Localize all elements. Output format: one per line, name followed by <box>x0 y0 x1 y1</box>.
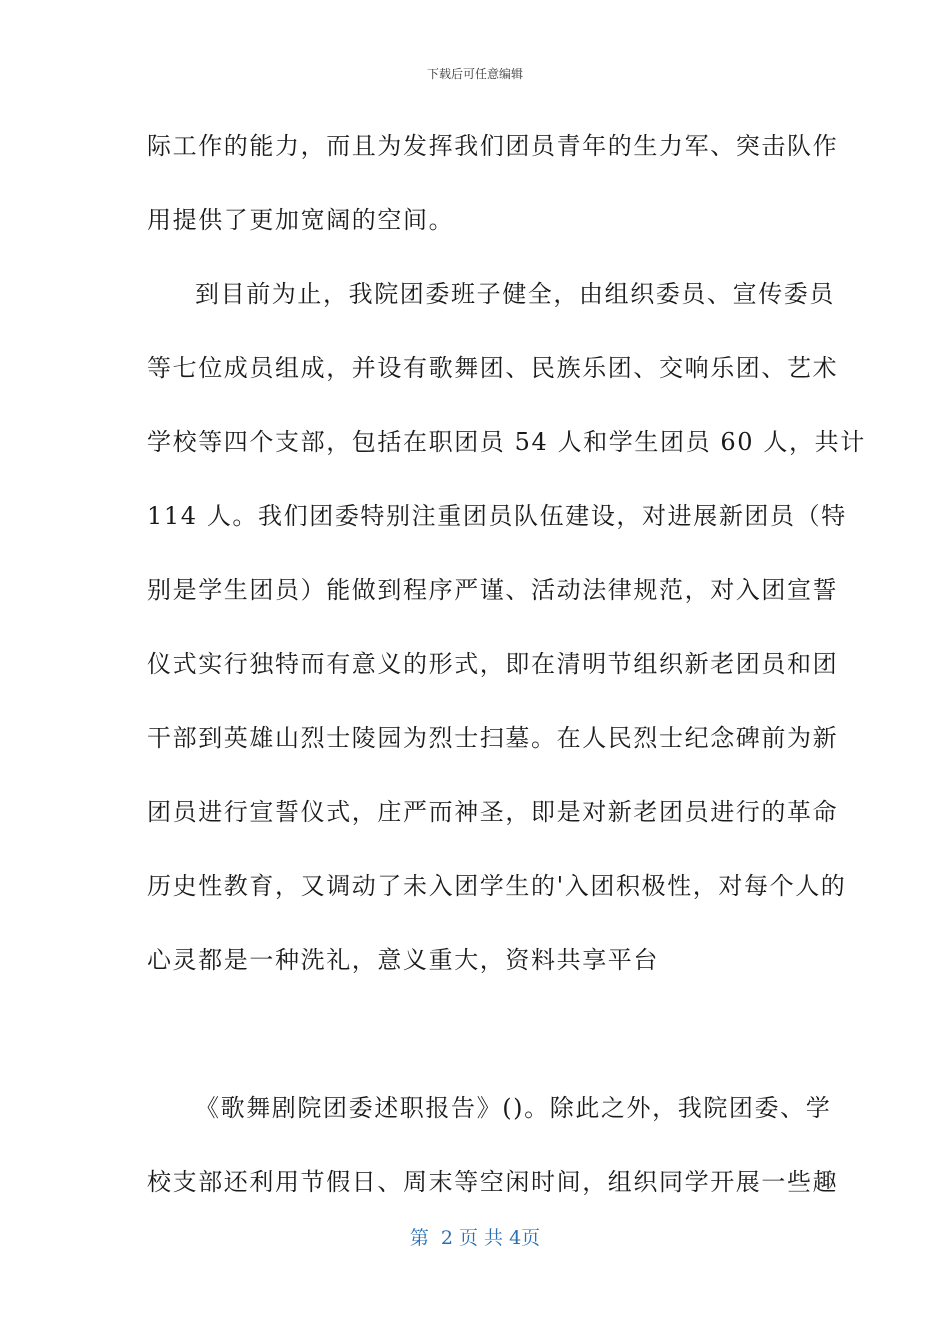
text-line: 心灵都是一种洗礼，意义重大，资料共享平台 <box>147 946 659 974</box>
text-line: 仪式实行独特而有意义的形式，即在清明节组织新老团员和团 <box>147 650 839 678</box>
page-number-footer: 第 2 页 共 4页 <box>409 1227 541 1249</box>
text-line: 等七位成员组成，并设有歌舞团、民族乐团、交响乐团、艺术 <box>147 354 839 382</box>
text-line: 用提供了更加宽阔的空间。 <box>147 206 455 234</box>
text-line: 干部到英雄山烈士陵园为烈士扫墓。在人民烈士纪念碑前为新 <box>147 724 839 752</box>
text-line: 114 人。我们团委特别注重团员队伍建设，对进展新团员（特 <box>147 502 847 530</box>
text-line: 校支部还利用节假日、周末等空闲时间，组织同学开展一些趣 <box>147 1168 839 1196</box>
document-body <box>147 124 866 1234</box>
text-line: 团员进行宣誓仪式，庄严而神圣，即是对新老团员进行的革命 <box>147 798 839 826</box>
paragraph-first-line: 《歌舞剧院团委述职报告》()。除此之外，我院团委、学 <box>195 1094 832 1122</box>
text-line: 学校等四个支部，包括在职团员 54 人和学生团员 60 人，共计 <box>147 428 866 456</box>
text-line: 历史性教育，又调动了未入团学生的'入团积极性，对每个人的 <box>147 872 847 900</box>
paragraph-first-line: 到目前为止，我院团委班子健全，由组织委员、宣传委员 <box>195 280 835 308</box>
text-line: 际工作的能力，而且为发挥我们团员青年的生力军、突击队作 <box>147 132 839 160</box>
text-line <box>147 1012 807 1086</box>
page-header: 下载后可任意编辑 <box>426 67 523 81</box>
text-line: 别是学生团员）能做到程序严谨、活动法律规范，对入团宣誓 <box>147 576 839 604</box>
